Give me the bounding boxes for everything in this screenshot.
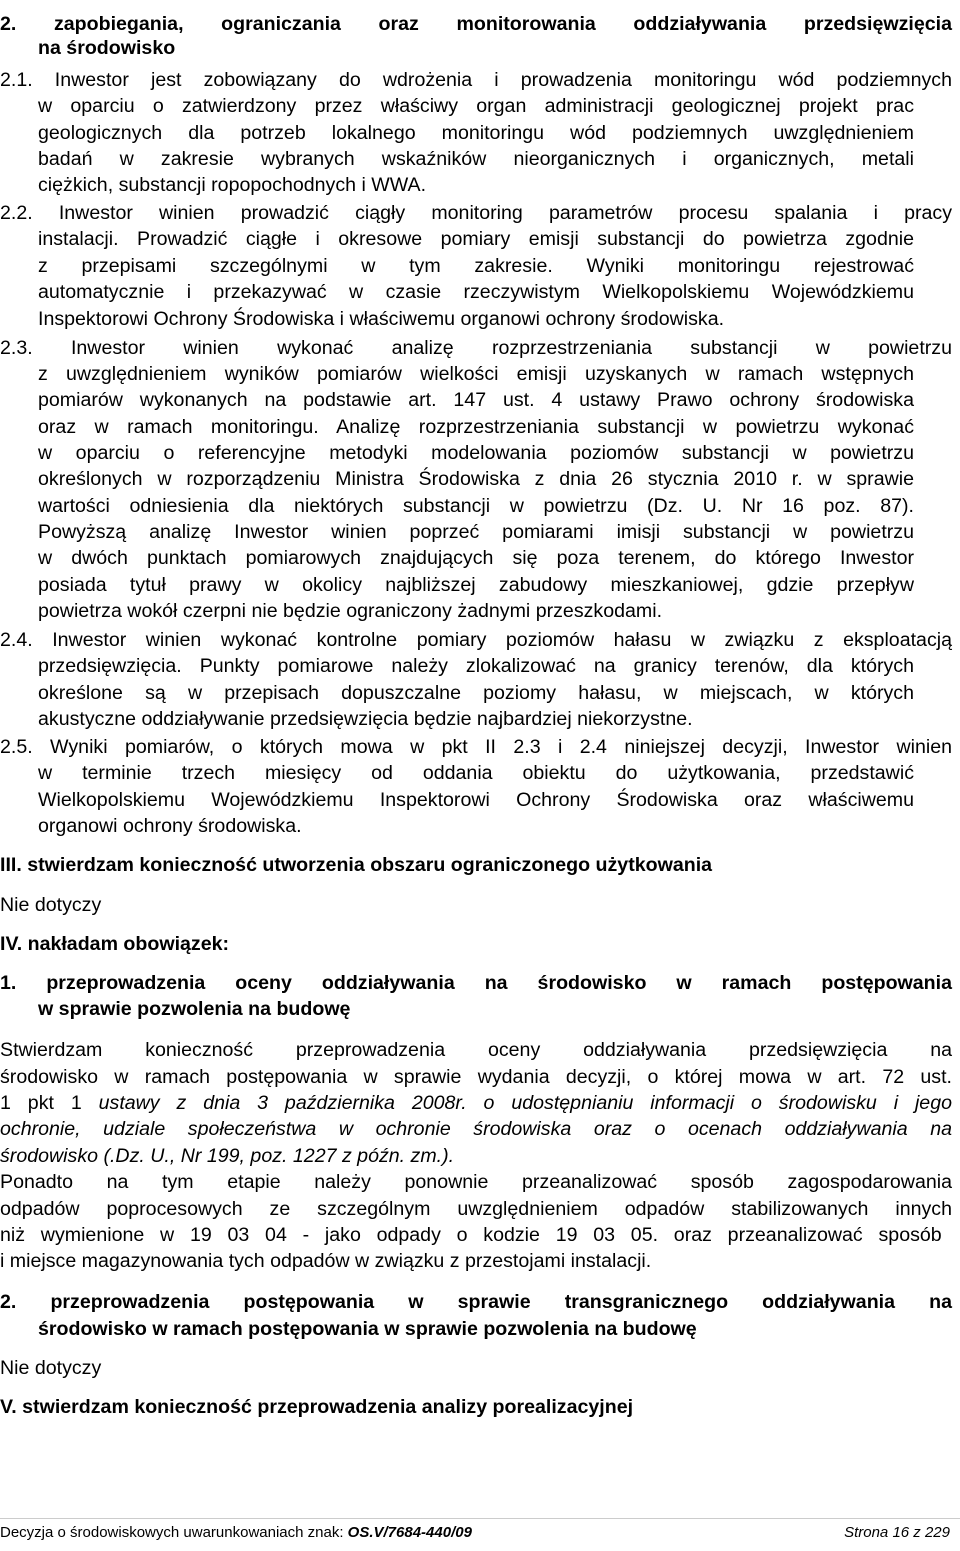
text-line: z uwzględnieniem wyników pomiarów wielkości emisji uzyskanych w ramach wstępnych: [38, 363, 914, 385]
text-line: Powyższą analizę Inwestor winien poprzeć pomiarami imisji substancji w powietrzu: [38, 521, 914, 543]
footer-case-code: OS.V/7684-440/09: [347, 1524, 472, 1541]
text-line: badań w zakresie wybranych wskaźników nieorganicznych i organicznych, metali: [38, 148, 914, 170]
text-line: wartości odniesienia dla niektórych substancji w powietrzu (Dz. U. Nr 16 poz. 87).: [38, 495, 914, 517]
text-line: w sprawie pozwolenia na budowę: [38, 998, 351, 1020]
text-line: Nie dotyczy: [0, 894, 102, 916]
text-line-mixed: [0, 1092, 952, 1114]
text-line: instalacji. Prowadzić ciągłe i okresowe pomiary emisji substancji do powietrza zgodnie: [38, 228, 914, 250]
text-line: 2.5. Wyniki pomiarów, o których mowa w pkt II 2.3 i 2.4 niniejszej decyzji, Inwestor winien: [0, 736, 952, 758]
text-line: 2.3. Inwestor winien wykonać analizę rozprzestrzeniania substancji w powietrzu: [0, 337, 952, 359]
footer-prefix: Decyzja o środowiskowych uwarunkowaniach znak:: [0, 1524, 348, 1541]
text-line: akustyczne oddziaływanie przedsięwzięcia będzie najbardziej niekorzystne.: [38, 708, 693, 730]
text-line: 2.1. Inwestor jest zobowiązany do wdrożenia i prowadzenia monitoringu wód podziemnych: [0, 69, 952, 91]
text-line-mixed: [0, 1118, 952, 1140]
text-run: ochronie, udziale społeczeństwa w ochronie środowiska oraz o ocenach oddziaływania na: [0, 1118, 952, 1140]
footer-rule: [0, 1518, 960, 1519]
text-line: Inspektorowi Ochrony Środowiska i właściwemu organowi ochrony środowiska.: [38, 308, 725, 330]
text-run: ustawy z dnia 3 października 2008r. o udostępnianiu informacji o środowisku i jego: [98, 1092, 952, 1114]
text-line: i miejsce magazynowania tych odpadów w związku z przestojami instalacji.: [0, 1250, 652, 1272]
text-line: 2. przeprowadzenia postępowania w sprawie transgranicznego oddziaływania na: [0, 1291, 952, 1313]
text-line: w dwóch punktach pomiarowych znajdujących się poza terenem, do którego Inwestor: [38, 547, 914, 569]
text-line: Stwierdzam konieczność przeprowadzenia oceny oddziaływania przedsięwzięcia na: [0, 1039, 952, 1061]
footer-page-number: Strona 16 z 229: [844, 1524, 950, 1541]
text-run: środowisko (.Dz. U., Nr 199, poz. 1227 z późn. zm.).: [0, 1145, 455, 1167]
text-line: w oparciu o referencyjne metodyki modelowania poziomów substancji w powietrzu: [38, 442, 914, 464]
footer-decision-reference: [0, 1524, 472, 1542]
text-line: ciężkich, substancji ropopochodnych i WWA.: [38, 174, 427, 196]
text-line: organowi ochrony środowiska.: [38, 815, 302, 837]
text-line: 2.2. Inwestor winien prowadzić ciągły monitoring parametrów procesu spalania i pracy: [0, 202, 952, 224]
text-line: 1. przeprowadzenia oceny oddziaływania na środowisko w ramach postępowania: [0, 972, 952, 994]
text-line: IV. nakładam obowiązek:: [0, 933, 230, 955]
text-line: na środowisko: [38, 37, 176, 59]
text-line: III. stwierdzam konieczność utworzenia obszaru ograniczonego użytkowania: [0, 854, 713, 876]
text-line: 2. zapobiegania, ograniczania oraz monitorowania oddziaływania przedsięwzięcia: [0, 13, 952, 35]
text-line: środowisko w ramach postępowania w sprawie wydania decyzji, o której mowa w art. 72 ust.: [0, 1066, 952, 1088]
text-line: geologicznych dla potrzeb lokalnego monitoringu wód podziemnych uwzględnieniem: [38, 122, 914, 144]
text-line: określonych w rozporządzeniu Ministra Środowiska z dnia 26 stycznia 2010 r. w sprawie: [38, 468, 914, 490]
text-line: V. stwierdzam konieczność przeprowadzenia analizy porealizacyjnej: [0, 1396, 634, 1418]
text-line: niż wymienione w 19 03 04 - jako odpady o kodzie 19 03 05. oraz przeanalizować sposób: [0, 1224, 942, 1246]
text-line: 2.4. Inwestor winien wykonać kontrolne pomiary poziomów hałasu w związku z eksploatacją: [0, 629, 952, 651]
text-line-mixed: [0, 1145, 454, 1167]
text-line: oraz w ramach monitoringu. Analizę rozprzestrzeniania substancji w powietrzu wykonać: [38, 416, 914, 438]
text-line: Wielkopolskiemu Wojewódzkiemu Inspektorowi Ochrony Środowiska oraz właściwemu: [38, 789, 914, 811]
text-line: pomiarów wykonanych na podstawie art. 147 ust. 4 ustawy Prawo ochrony środowiska: [38, 389, 914, 411]
text-line: w terminie trzech miesięcy od oddania obiektu do użytkowania, przedstawić: [38, 762, 914, 784]
text-line: powietrza wokół czerpni nie będzie ograniczony żadnymi przeszkodami.: [38, 600, 663, 622]
text-run: 1 pkt 1: [0, 1092, 99, 1114]
text-line: Ponadto na tym etapie należy ponownie przeanalizować sposób zagospodarowania: [0, 1171, 952, 1193]
text-line: automatycznie i przekazywać w czasie rzeczywistym Wielkopolskiemu Wojewódzkiemu: [38, 281, 914, 303]
text-line: przedsięwzięcia. Punkty pomiarowe należy zlokalizować na granicy terenów, dla których: [38, 655, 914, 677]
text-line: z przepisami szczególnymi w tym zakresie. Wyniki monitoringu rejestrować: [38, 255, 914, 277]
text-line: odpadów poprocesowych ze szczególnym uwzględnieniem odpadów stabilizowanych innych: [0, 1198, 952, 1220]
text-line: Nie dotyczy: [0, 1357, 102, 1379]
text-line: środowisko w ramach postępowania w sprawie pozwolenia na budowę: [38, 1318, 697, 1340]
text-line: określone są w przepisach dopuszczalne poziomy hałasu, w miejscach, w których: [38, 682, 914, 704]
text-line: posiada tytuł prawy w okolicy najbliższej zabudowy mieszkaniowej, gdzie przepływ: [38, 574, 914, 596]
text-line: w oparciu o zatwierdzony przez właściwy organ administracji geologicznej projekt prac: [38, 95, 914, 117]
